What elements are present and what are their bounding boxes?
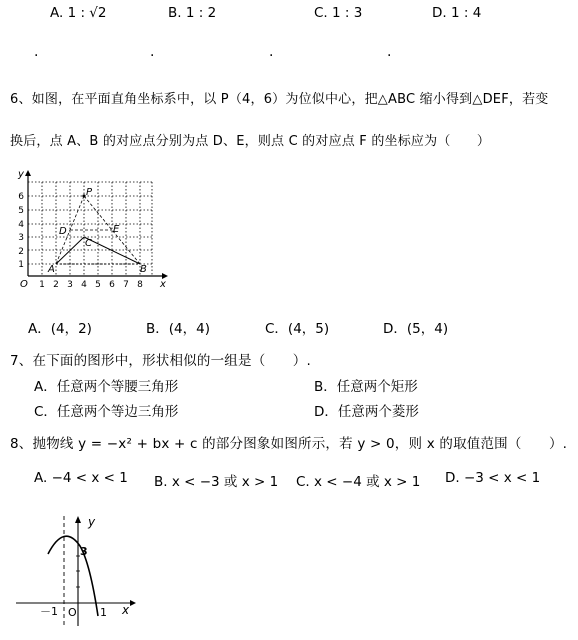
q5-option-a: A. 1 : √2 bbox=[50, 5, 107, 21]
q6-figure bbox=[12, 168, 172, 292]
q6-x-tick: 6 bbox=[109, 280, 115, 290]
q8-option-c: C. x < −4 或 x > 1 bbox=[296, 474, 421, 490]
q7-option-a: A．任意两个等腰三角形 bbox=[34, 379, 179, 395]
q8-axis-x-label: x bbox=[122, 603, 130, 617]
q8-label-1: 1 bbox=[100, 606, 107, 619]
q6-y-tick: 3 bbox=[18, 233, 24, 243]
dot-1: . bbox=[34, 44, 39, 60]
dot-4: . bbox=[387, 44, 392, 60]
q7-option-d: D．任意两个菱形 bbox=[314, 404, 419, 420]
dot-3: . bbox=[269, 44, 274, 60]
q6-label-p: P bbox=[86, 187, 93, 198]
q8-figure bbox=[14, 508, 144, 636]
q6-x-tick: 7 bbox=[123, 280, 129, 290]
q6-label-a: A bbox=[48, 264, 55, 275]
q6-origin-label: O bbox=[20, 279, 28, 290]
q8-x-arrow bbox=[130, 600, 136, 606]
q6-label-d: D bbox=[59, 226, 67, 237]
q6-axis-x-label: x bbox=[160, 279, 166, 290]
q7-option-b: B．任意两个矩形 bbox=[314, 379, 418, 395]
q8-stem: 8、抛物线 y = −x² + bx + c 的部分图象如图所示，若 y > 0，则 x 的取值范围（ ）. bbox=[10, 436, 568, 452]
q6-x-tick: 3 bbox=[67, 280, 73, 290]
q6-axis-y-label: y bbox=[18, 169, 24, 180]
q6-x-tick: 2 bbox=[53, 280, 59, 290]
q8-option-b: B. x < −3 或 x > 1 bbox=[154, 474, 279, 490]
q6-y-arrow bbox=[25, 170, 31, 176]
q6-stem-line1: 6、如图，在平面直角坐标系中，以 P（4，6）为位似中心，把△ABC 缩小得到△DEF，若变 bbox=[10, 92, 549, 107]
q7-option-c: C．任意两个等边三角形 bbox=[34, 404, 179, 420]
q8-label-3: 3 bbox=[80, 545, 88, 558]
q6-x-tick: 8 bbox=[137, 280, 143, 290]
q5-option-d: D. 1 : 4 bbox=[432, 5, 482, 21]
q6-y-tick: 5 bbox=[18, 206, 24, 216]
q6-label-e: E bbox=[113, 224, 120, 235]
q6-label-b: B bbox=[140, 264, 147, 275]
q6-x-tick: 1 bbox=[39, 280, 45, 290]
q6-x-tick: 5 bbox=[95, 280, 101, 290]
q6-option-a: A．(4，2) bbox=[28, 321, 92, 337]
q5-option-b: B. 1 : 2 bbox=[168, 5, 217, 21]
q6-x-ticks bbox=[39, 280, 143, 290]
q6-y-tick: 2 bbox=[18, 247, 24, 257]
q5-option-c: C. 1 : 3 bbox=[314, 5, 363, 21]
q8-option-d: D. −3 < x < 1 bbox=[445, 470, 541, 486]
q8-label-neg1: －1 bbox=[40, 605, 58, 618]
q6-stem-line2: 换后，点 A、B 的对应点分别为点 D、E，则点 C 的对应点 F 的坐标应为（ ） bbox=[10, 134, 491, 149]
q6-y-tick: 6 bbox=[18, 192, 24, 202]
q8-option-a: A. −4 < x < 1 bbox=[34, 470, 128, 486]
q6-y-tick: 1 bbox=[18, 260, 24, 270]
q7-stem: 7、在下面的图形中，形状相似的一组是（ ）. bbox=[10, 353, 311, 369]
q8-origin-label: O bbox=[68, 606, 77, 619]
q6-option-d: D．(5，4) bbox=[383, 321, 449, 337]
q6-option-c: C．(4，5) bbox=[265, 321, 330, 337]
q6-x-tick: 4 bbox=[81, 280, 87, 290]
q8-y-arrow bbox=[75, 516, 81, 523]
dot-2: . bbox=[150, 44, 155, 60]
q6-y-ticks bbox=[18, 192, 24, 270]
q6-option-b: B．(4，4) bbox=[146, 321, 210, 337]
q6-label-c: C bbox=[85, 238, 92, 249]
q6-y-tick: 4 bbox=[18, 220, 24, 230]
q6-projection-lines bbox=[56, 196, 140, 264]
q8-axis-y-label: y bbox=[88, 515, 96, 529]
